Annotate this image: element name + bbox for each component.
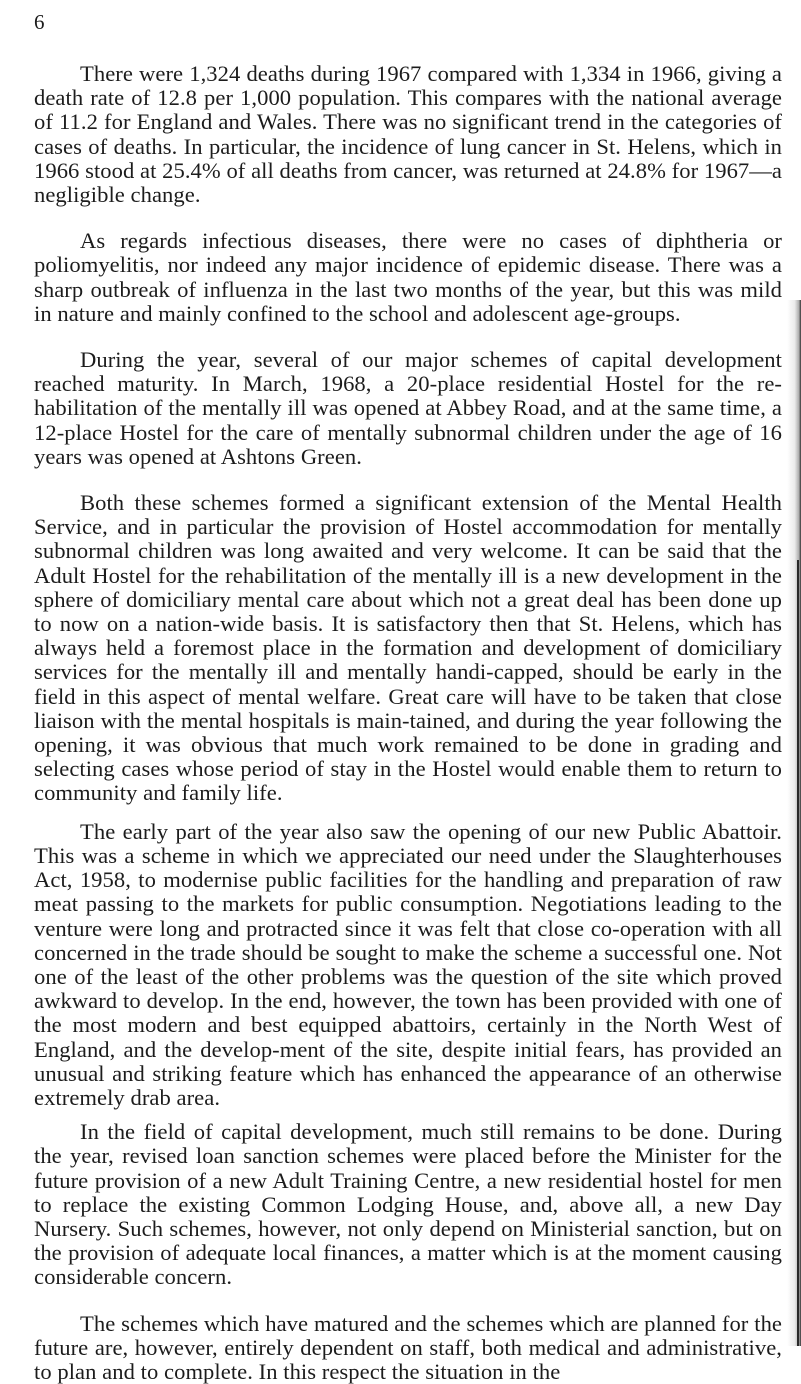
paragraph-mental-health-service: Both these schemes formed a significant extension of the Mental Health Service, and in particular the provision of Hostel accommodation for mentally subnormal children was long awaited and very welcome. It can be said that the Adult Hostel for the rehabilitation of the mentally ill is a new development in the sphere of domiciliary mental care about which not a great deal has been done up to now on a nation-wide basis. It is satisfactory then that St. Helens, which has always held a foremost place in the formation and development of domiciliary services for the mentally ill and mentally handi-capped, should be early in the field in this aspect of mental welfare. Great care will have to be taken that close liaison with the mental hospitals is main-tained, and during the year following the opening, it was obvious that much work remained to be done in grading and selecting cases whose period of stay in the Hostel would enable them to return to community and family life.: [34, 490, 782, 806]
paragraph-future-schemes: In the field of capital development, much still remains to be done. During the year, revised loan sanction schemes were placed before the Minister for the future provision of a new Adult Training Centre, a new residential hostel for men to replace the existing Common Lodging House, and, above all, a new Day Nursery. Such schemes, however, not only depend on Ministerial sanction, but on the provision of adequate local finances, a matter which is at the moment causing considerable concern.: [34, 1119, 782, 1290]
page-binding-edge: [797, 560, 799, 1346]
paragraph-public-abattoir: The early part of the year also saw the opening of our new Public Abattoir. This was a scheme in which we appreciated our need under the Slaughterhouses Act, 1958, to modernise public facilities for the handling and preparation of raw meat passing to the markets for public consumption. Negotiations leading to the venture were long and protracted since it was felt that close co-operation with all concerned in the trade should be sought to make the scheme a successful one. Not one of the least of the other problems was the question of the site which proved awkward to develop. In the end, however, the town has been provided with one of the most modern and best equipped abattoirs, certainly in the North West of England, and the develop-ment of the site, despite initial fears, has provided an unusual and striking feature which has enhanced the appearance of an otherwise extremely drab area.: [34, 818, 782, 1110]
paragraph-infectious-diseases: As regards infectious diseases, there were no cases of diphtheria or poliomyelitis, nor indeed any major incidence of epidemic disease. There was a sharp outbreak of influenza in the last two months of the year, but this was mild in nature and mainly confined to the school and adolescent age-groups.: [34, 228, 782, 326]
page-number: 6: [34, 10, 45, 34]
paragraph-capital-development: During the year, several of our major schemes of capital development reached maturity. In March, 1968, a 20-place residential Hostel for the re-habilitation of the mentally ill was opened at Abbey Road, and at the same time, a 12-place Hostel for the care of mentally subnormal children under the age of 16 years was opened at Ashtons Green.: [34, 347, 782, 469]
paragraph-deaths: There were 1,324 deaths during 1967 compared with 1,334 in 1966, giving a death rate of 12.8 per 1,000 population. This compares with the national average of 11.2 for England and Wales. There was no significant trend in the categories of cases of deaths. In particular, the incidence of lung cancer in St. Helens, which in 1966 stood at 25.4% of all deaths from cancer, was returned at 24.8% for 1967—a negligible change.: [34, 61, 782, 208]
body-text: [34, 62, 782, 1384]
paragraph-staffing: The schemes which have matured and the schemes which are planned for the future are, however, entirely dependent on staff, both medical and administrative, to plan and to complete. In this respect the situation in the: [34, 1310, 782, 1384]
